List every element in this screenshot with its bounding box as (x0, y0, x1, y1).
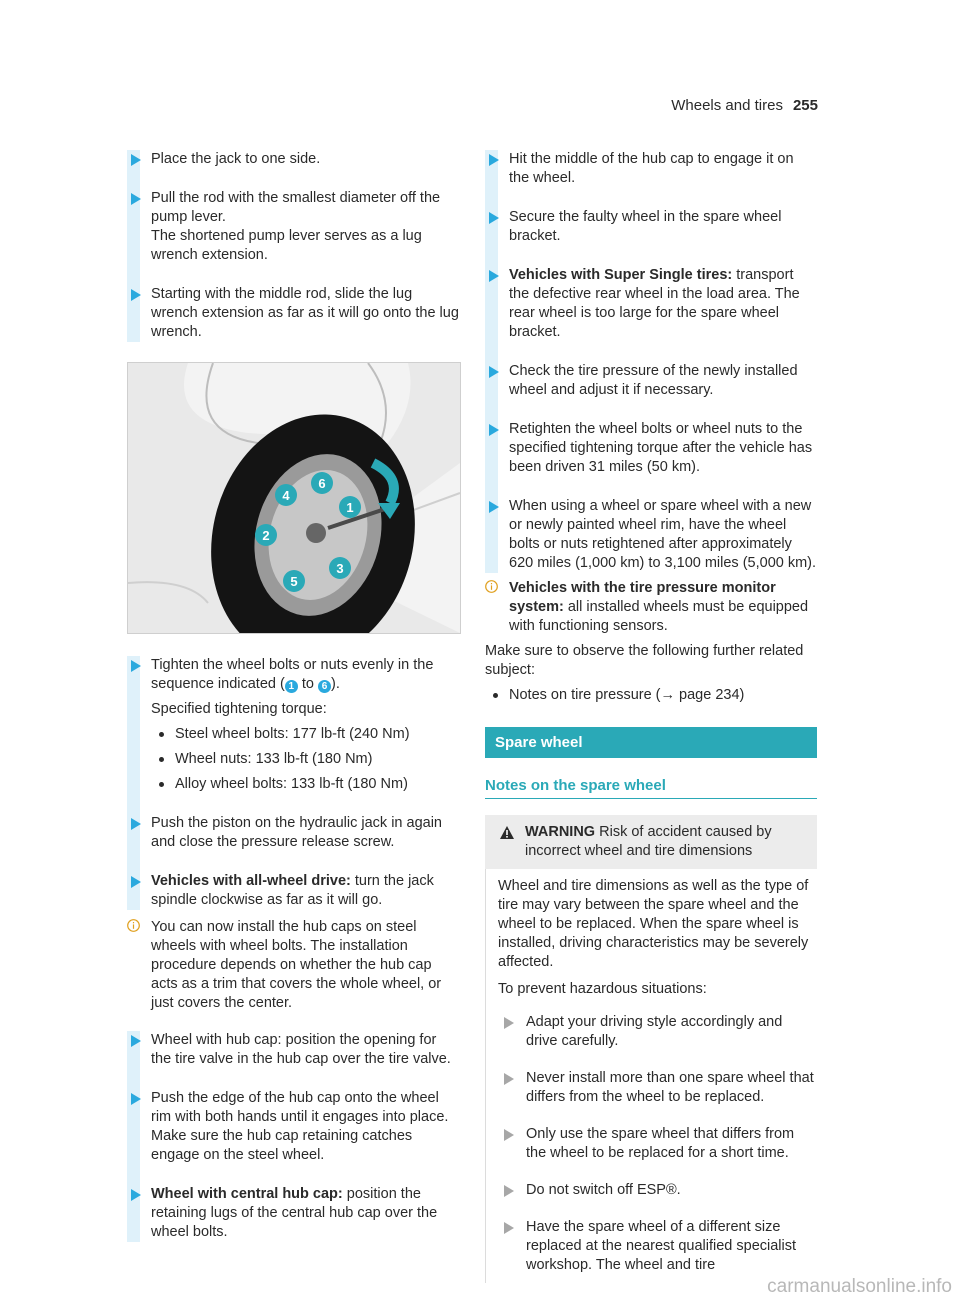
note-text: You can now install the hub caps on steel wheels with wheel bolts. The installation procedure depends on whether the hub cap acts as a trim that covers the whole wheel, or just covers the center. (151, 919, 442, 1011)
step-text: When using a wheel or spare wheel with a new or newly painted wheel rim, have the wheel bolts or nuts retightened after approximately 620 miles (1,000 km) to 3,100 miles (5,000 km). (509, 498, 817, 571)
left-column (127, 150, 459, 1262)
step-arrow-icon (504, 1017, 514, 1029)
warning-step: Never install more than one spare wheel that differs from the wheel to be replaced. (498, 1069, 817, 1107)
step-text: Starting with the middle rod, slide the lug wrench extension as far as it will go onto the lug wrench. (151, 286, 459, 340)
step-arrow-icon (504, 1185, 514, 1197)
step-text: Vehicles with Super Single tires: transport the defective rear wheel in the load area. The rear wheel is too large for the spare wheel bracket. (509, 267, 800, 340)
step-arrow-icon (131, 154, 141, 166)
step-arrow-icon (131, 1035, 141, 1047)
list-item: Wheel nuts: 133 lb-ft (180 Nm) (151, 750, 459, 769)
spec-label: Specified tightening torque: (151, 701, 327, 717)
step-item (127, 1185, 459, 1242)
step-item (127, 189, 459, 265)
list-item: Steel wheel bolts: 177 lb-ft (240 Nm) (151, 725, 459, 744)
step-text: Place the jack to one side. (151, 151, 321, 167)
step-arrow-icon (504, 1222, 514, 1234)
step-item (485, 150, 817, 188)
step-arrow-icon (131, 660, 141, 672)
step-arrow-icon (131, 818, 141, 830)
step-arrow-icon (131, 193, 141, 205)
figure-label: 2 (262, 528, 270, 543)
subsection-heading: Notes on the spare wheel (485, 776, 817, 799)
warning-text: Wheel and tire dimensions as well as the type of tire may vary between the spare wheel and the wheel to be replaced. When the spare wheel is installed, driving characteristics may be severely affected. (498, 878, 809, 970)
step-arrow-icon (504, 1073, 514, 1085)
figure-label: 6 (318, 476, 326, 491)
warning-label: WARNING (525, 824, 596, 840)
step-arrow-icon (489, 270, 499, 282)
figure-label: 5 (290, 574, 298, 589)
step-item (127, 1031, 459, 1069)
step-text: Pull the rod with the smallest diameter off the pump lever. (151, 190, 441, 225)
step-text: Push the edge of the hub cap onto the wheel rim with both hands until it engages into place. Make sure the hub cap retaining catches engage on the steel wheel. (151, 1090, 449, 1163)
step-item (485, 266, 817, 342)
step-item (127, 150, 459, 169)
related-list (485, 686, 817, 705)
step-item (485, 497, 817, 573)
step-arrow-icon (489, 424, 499, 436)
step-text: Tighten the wheel bolts or nuts evenly in the sequence indicated ( 1 to 6 ). (151, 657, 434, 692)
info-icon (127, 919, 140, 932)
page-number: 255 (792, 97, 818, 114)
step-arrow-icon (131, 1189, 141, 1201)
section-heading: Spare wheel (485, 727, 817, 758)
step-item (127, 814, 459, 852)
step-item (485, 208, 817, 246)
page-header (671, 96, 818, 115)
step-arrow-icon (131, 876, 141, 888)
step-item (485, 420, 817, 477)
step-text: Retighten the wheel bolts or wheel nuts to the specified tightening torque after the vehicle has been driven 31 miles (50 km). (509, 421, 813, 475)
watermark: carmanualsonline.info (767, 1276, 952, 1297)
step-item (127, 285, 459, 342)
step-text: Wheel with central hub cap: position the retaining lugs of the central hub cap over the wheel bolts. (151, 1186, 438, 1240)
warning-header (485, 815, 817, 869)
step-item (127, 1089, 459, 1165)
wheel-figure (127, 362, 461, 634)
warning-box (485, 815, 817, 1283)
warning-step: Have the spare wheel of a different size replaced at the nearest qualified specialist workshop. The wheel and tire (498, 1218, 817, 1275)
info-note (485, 579, 817, 636)
step-arrow-icon (131, 289, 141, 301)
section-title: Wheels and tires (671, 97, 783, 114)
step-arrow-icon (489, 366, 499, 378)
step-item (127, 872, 459, 910)
related-link[interactable]: Notes on tire pressure (→ page 234) (485, 686, 817, 705)
step-text: Wheel with hub cap: position the opening for the tire valve in the hub cap over the tire valve. (151, 1032, 451, 1067)
wheel-illustration (128, 363, 460, 633)
info-note (127, 918, 459, 1013)
warning-step: Adapt your driving style accordingly and drive carefully. (498, 1013, 817, 1051)
step-item (485, 362, 817, 400)
step-text: Secure the faulty wheel in the spare wheel bracket. (509, 209, 782, 244)
figure-label: 3 (336, 561, 344, 576)
warning-step: Do not switch off ESP®. (498, 1181, 817, 1200)
spec-list (151, 725, 459, 794)
warning-prevent: To prevent hazardous situations: (498, 981, 707, 997)
warning-icon (499, 825, 515, 840)
step-arrow-icon (489, 212, 499, 224)
list-item: Alloy wheel bolts: 133 lb-ft (180 Nm) (151, 775, 459, 794)
step-text: Hit the middle of the hub cap to engage it on the wheel. (509, 151, 794, 186)
step-text: Push the piston on the hydraulic jack in again and close the pressure release screw. (151, 815, 442, 850)
step-item (127, 656, 459, 794)
warning-step: Only use the spare wheel that differs from the wheel to be replaced for a short time. (498, 1125, 817, 1163)
callout-number: 6 (318, 680, 331, 693)
right-column (485, 150, 817, 1283)
step-text: Check the tire pressure of the newly installed wheel and adjust it if necessary. (509, 363, 798, 398)
step-arrow-icon (489, 154, 499, 166)
warning-body (485, 869, 817, 1283)
step-subtext: The shortened pump lever serves as a lug wrench extension. (151, 228, 422, 263)
step-arrow-icon (131, 1093, 141, 1105)
step-arrow-icon (504, 1129, 514, 1141)
figure-label: 1 (346, 500, 354, 515)
step-text: Vehicles with all-wheel drive: turn the jack spindle clockwise as far as it will go. (151, 873, 434, 908)
callout-number: 1 (285, 680, 298, 693)
related-intro: Make sure to observe the following further related subject: (485, 643, 804, 678)
warning-title: Risk of accident caused by incorrect wheel and tire dimensions (525, 824, 772, 859)
note-text: Vehicles with the tire pressure monitor system: all installed wheels must be equipped with functioning sensors. (509, 580, 809, 634)
step-arrow-icon (489, 501, 499, 513)
figure-label: 4 (282, 488, 290, 503)
info-icon (485, 580, 498, 593)
